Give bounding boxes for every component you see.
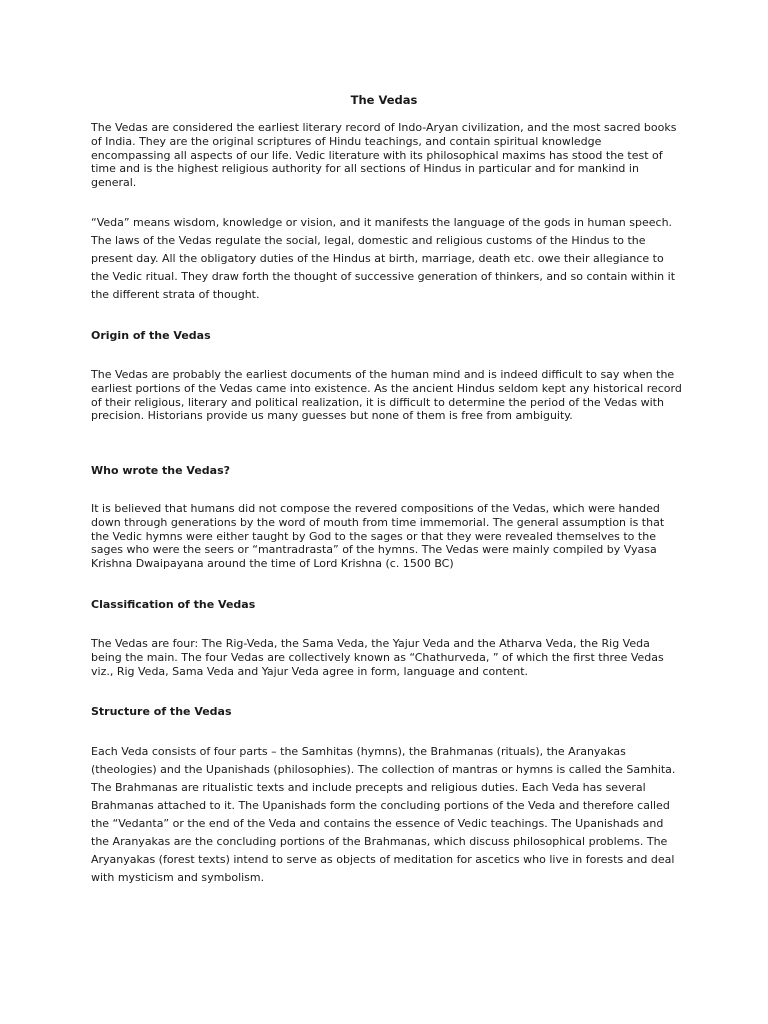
section-body-origin: The Vedas are probably the earliest documents of the human mind and is indeed difficult to say when the earliest portions of the Vedas came into existence. As the ancient Hindus seldom kept any historical record of their religious, literary and political realization, it is difficult to determine the period of the Vedas with precision. Historians provide us many guesses but none of them is free from ambiguity. [91,368,682,423]
intro-paragraph-1: The Vedas are considered the earliest literary record of Indo-Aryan civilization, and the most sacred books of India. They are the original scriptures of Hindu teachings, and contain spiritual knowledge encompassing all aspects of our life. Vedic literature with its philosophical maxims has stood the test of time and is the highest religious authority for all sections of Hindus in particular and for mankind in general. [91,121,677,190]
section-body-classification: The Vedas are four: The Rig-Veda, the Sama Veda, the Yajur Veda and the Atharva Veda, the Rig Veda being the main. The four Vedas are collectively known as “Chathurveda, ” of which the first three Vedas viz., Rig Veda, Sama Veda and Yajur Veda agree in form, language and content. [91,637,664,678]
intro-paragraph-2: “Veda” means wisdom, knowledge or vision, and it manifests the language of the gods in human speech. The laws of the Vedas regulate the social, legal, domestic and religious customs of the Hindus to the present day. All the obligatory duties of the Hindus at birth, marriage, death etc. owe their allegiance to the Vedic ritual. They draw forth the thought of successive generation of thinkers, and so contain within it the different strata of thought. [91,216,676,301]
section-heading-structure: Structure of the Vedas [91,705,232,718]
document-title: The Vedas [350,93,418,107]
section-body-structure: Each Veda consists of four parts – the Samhitas (hymns), the Brahmanas (rituals), the Aranyakas (theologies) and the Upanishads (philosophies). The collection of mantras or hymns is called the Samhita. The Brahmanas are ritualistic texts and include precepts and religious duties. Each Veda has several Brahmanas attached to it. The Upanishads form the concluding portions of the Veda and therefore called the “Vedanta” or the end of the Veda and contains the essence of Vedic teachings. The Upanishads and the Aranyakas are the concluding portions of the Brahmanas, which discuss philosophical problems. The Aryanyakas (forest texts) intend to serve as objects of meditation for ascetics who live in forests and deal with mysticism and symbolism. [91,745,676,884]
section-body-who-wrote: It is believed that humans did not compose the revered compositions of the Vedas, which were handed down through generations by the word of mouth from time immemorial. The general assumption is that the Vedic hymns were either taught by God to the sages or that they were revealed themselves to the sages who were the seers or “mantradrasta” of the hymns. The Vedas were mainly compiled by Vyasa Krishna Dwaipayana around the time of Lord Krishna (c. 1500 BC) [91,502,665,571]
section-heading-classification: Classification of the Vedas [91,598,256,611]
section-heading-origin: Origin of the Vedas [91,329,211,342]
section-heading-who-wrote: Who wrote the Vedas? [91,464,231,477]
